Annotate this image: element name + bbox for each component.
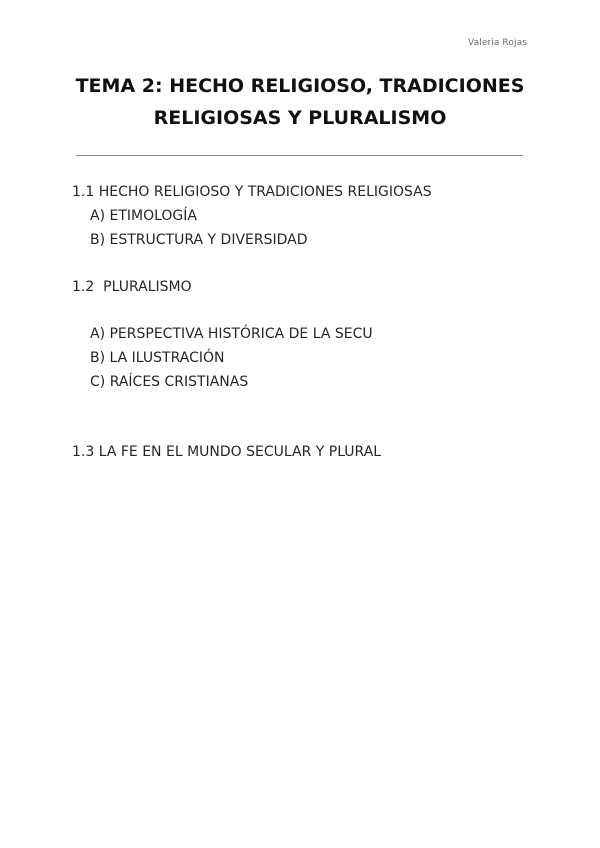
title-divider — [76, 155, 523, 156]
section-heading-1-2: 1.2 PLURALISMO — [72, 279, 192, 295]
section-item-estructura: B) ESTRUCTURA Y DIVERSIDAD — [90, 232, 308, 248]
section-item-ilustracion: B) LA ILUSTRACIÓN — [90, 350, 225, 366]
document-title — [60, 70, 540, 134]
title-line-1: TEMA 2: HECHO RELIGIOSO, TRADICIONES — [75, 75, 525, 97]
author-name: Valeria Rojas — [468, 38, 527, 48]
title-line-2: RELIGIOSAS Y PLURALISMO — [153, 107, 447, 129]
section-item-perspectiva: A) PERSPECTIVA HISTÓRICA DE LA SECU — [90, 326, 373, 342]
section-heading-1-1: 1.1 HECHO RELIGIOSO Y TRADICIONES RELIGIOSAS — [72, 184, 432, 200]
section-heading-1-3: 1.3 LA FE EN EL MUNDO SECULAR Y PLURAL — [72, 444, 382, 460]
section-item-raices: C) RAÍCES CRISTIANAS — [90, 374, 249, 390]
section-item-etimologia: A) ETIMOLOGÍA — [90, 208, 197, 224]
